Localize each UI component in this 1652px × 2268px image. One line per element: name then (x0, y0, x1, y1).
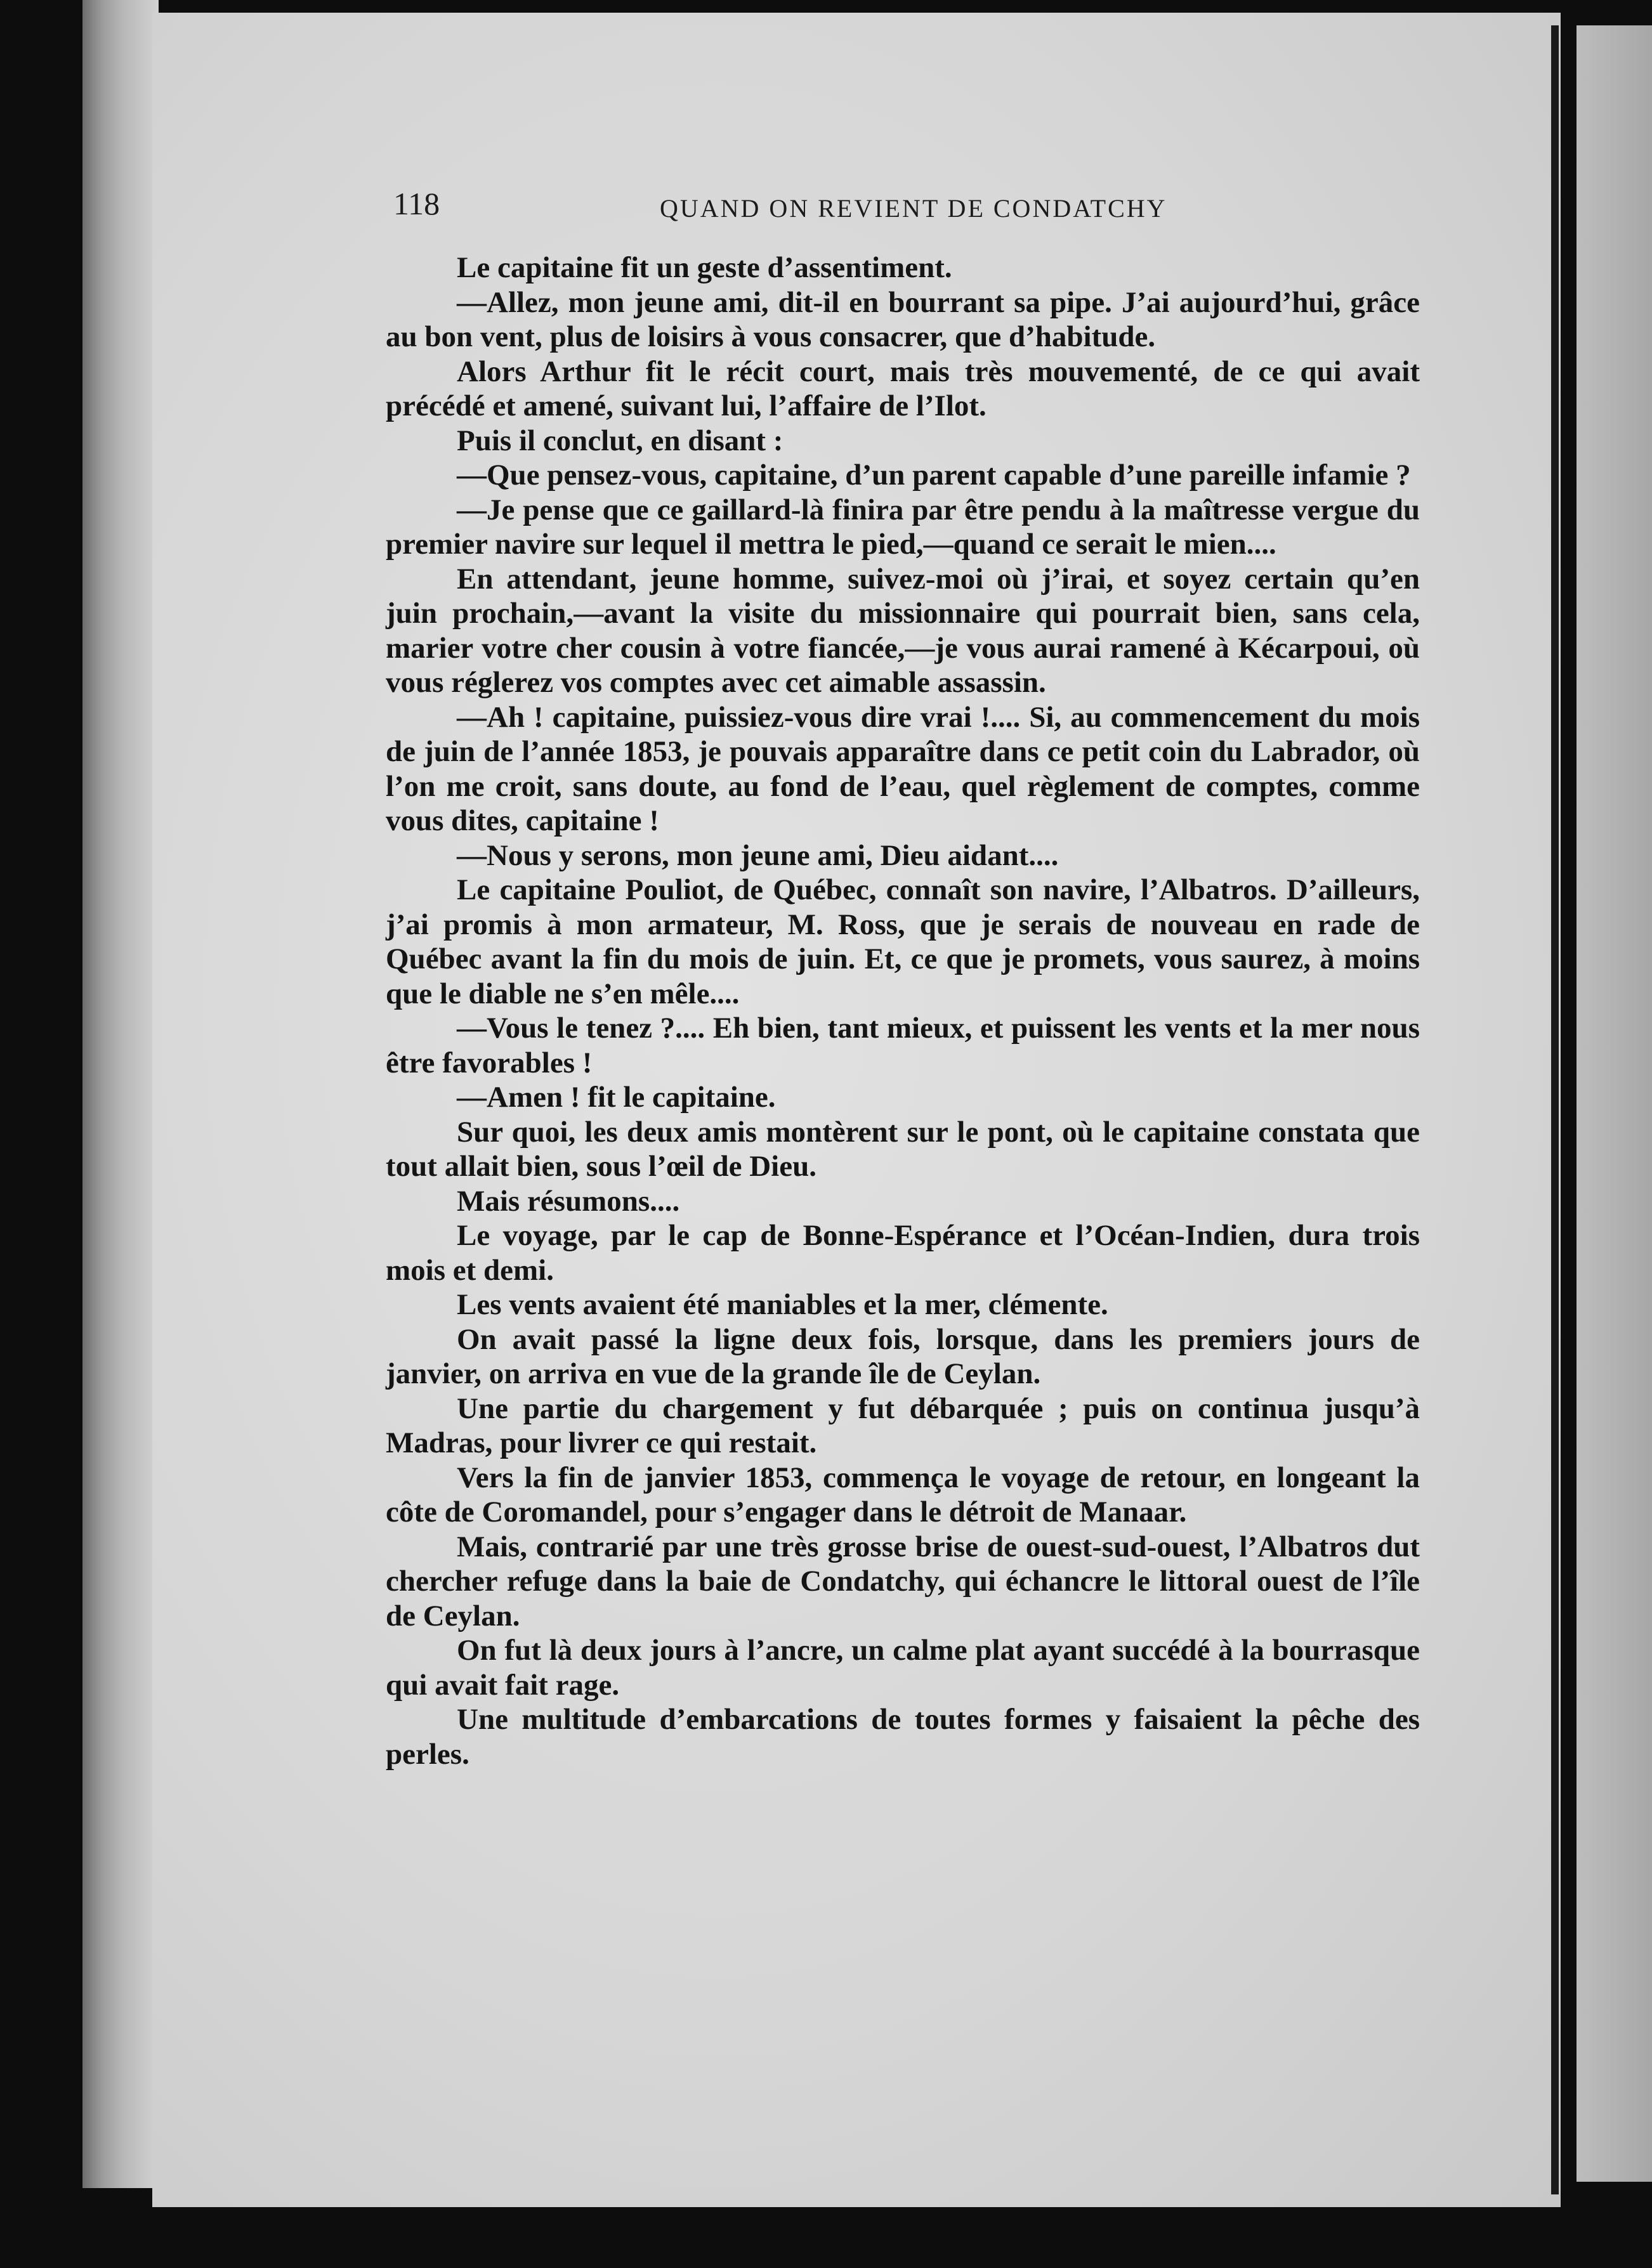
paragraph: En attendant, jeune homme, suivez-moi où j’irai, et soyez certain qu’en juin prochain,—avant la visite du missionnaire qui pourrait bien, sans cela, marier votre cher cousin à votre fiancée,—je vous aurai ramené à Kécarpoui, où vous réglerez vos comptes avec cet aimable assassin. (386, 562, 1420, 699)
paragraph: —Que pensez-vous, capitaine, d’un parent capable d’une pareille infamie ? (457, 459, 1411, 492)
paragraph: Une partie du chargement y fut débarquée ; puis on continua jusqu’à Madras, pour livrer ce qui restait. (386, 1391, 1420, 1459)
facing-page-edge (1577, 25, 1652, 2182)
paragraph: Une multitude d’embarcations de toutes formes y faisaient la pêche des perles. (386, 1703, 1420, 1771)
paragraph: Mais, contrarié par une très grosse brise de ouest-sud-ouest, l’Albatros dut chercher refuge dans la baie de Condatchy, qui échancre le littoral ouest de l’île de Ceylan. (386, 1530, 1420, 1633)
paragraph: Puis il conclut, en disant : (457, 424, 783, 457)
paragraph: Mais résumons.... (457, 1184, 680, 1218)
paragraph: Sur quoi, les deux amis montèrent sur le pont, où le capitaine constata que tout allait bien, sous l’œil de Dieu. (386, 1115, 1420, 1183)
book-gutter (82, 0, 159, 2188)
paragraph: On avait passé la ligne deux fois, lorsque, dans les premiers jours de janvier, on arriva en vue de la grande île de Ceylan. (386, 1322, 1420, 1390)
paragraph: —Ah ! capitaine, puissiez-vous dire vrai !.... Si, au commencement du mois de juin de l’année 1853, je pouvais apparaître dans ce petit coin du Labrador, où l’on me croit, sans doute, au fond de l’eau, quel règlement de comptes, comme vous dites, capitaine ! (386, 700, 1420, 837)
page-number: 118 (393, 186, 440, 221)
body-text (386, 251, 1420, 1771)
paragraph: —Vous le tenez ?.... Eh bien, tant mieux, et puissent les vents et la mer nous être favorables ! (386, 1012, 1420, 1079)
paragraph: Le voyage, par le cap de Bonne-Espérance et l’Océan-Indien, dura trois mois et demi. (386, 1219, 1420, 1287)
paragraph: —Nous y serons, mon jeune ami, Dieu aidant.... (457, 838, 1059, 872)
paragraph: —Allez, mon jeune ami, dit-il en bourrant sa pipe. J’ai aujourd’hui, grâce au bon vent, plus de loisirs à vous consacrer, que d’habitude. (386, 285, 1420, 353)
page-edge-rule (1551, 25, 1559, 2194)
paragraph: Le capitaine Pouliot, de Québec, connaît son navire, l’Albatros. D’ailleurs, j’ai promis à mon armateur, M. Ross, que je serais de nouveau en rade de Québec avant la fin du mois de juin. Et, ce que je promets, vous saurez, à moins que le diable ne s’en mêle.... (386, 873, 1420, 1010)
running-title: QUAND ON REVIENT DE CONDATCHY (660, 194, 1167, 223)
paragraph: Vers la fin de janvier 1853, commença le voyage de retour, en longeant la côte de Coromandel, pour s’engager dans le détroit de Manaar. (386, 1461, 1420, 1528)
paragraph: Alors Arthur fit le récit court, mais très mouvementé, de ce qui avait précédé et amené, suivant lui, l’affaire de l’Ilot. (386, 355, 1420, 422)
paragraph: On fut là deux jours à l’ancre, un calme plat ayant succédé à la bourrasque qui avait fait rage. (386, 1634, 1420, 1702)
paragraph: —Amen ! fit le capitaine. (457, 1081, 776, 1114)
paragraph: —Je pense que ce gaillard-là finira par être pendu à la maîtresse vergue du premier navire sur lequel il mettra le pied,—quand ce serait le mien.... (386, 493, 1420, 561)
paragraph: Le capitaine fit un geste d’assentiment. (457, 251, 952, 284)
paragraph: Les vents avaient été maniables et la mer, clémente. (457, 1288, 1108, 1321)
